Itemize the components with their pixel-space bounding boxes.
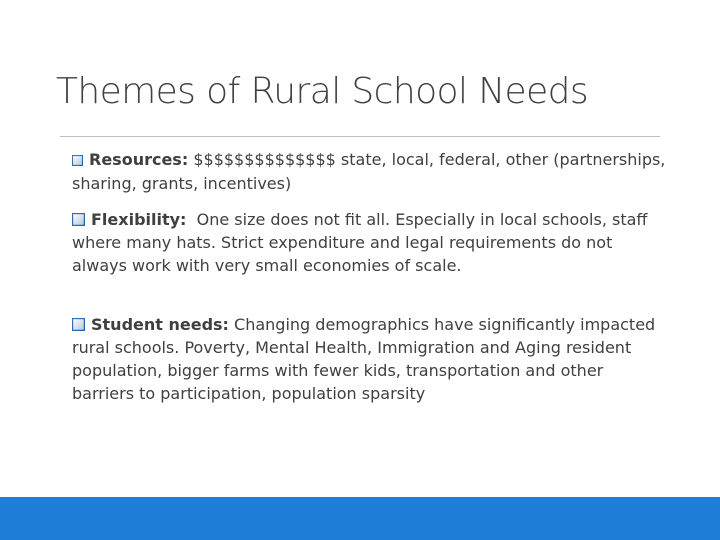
bullet-resources xyxy=(66,148,666,196)
bullet-flexibility-body: One size does not fit all. Especially in local schools, staff where many hats. Strict expenditure and legal requirements do not always work with very small economies of scale. xyxy=(72,210,648,275)
checkbox-icon xyxy=(72,213,85,226)
bullet-student-needs-text xyxy=(66,313,666,405)
footer-bar xyxy=(0,497,720,540)
bullet-resources-label: Resources: xyxy=(89,150,189,169)
title-divider xyxy=(60,136,660,137)
bullet-flexibility xyxy=(66,208,666,277)
bullet-resources-body: $$$$$$$$$$$$$$ state, local, federal, other (partnerships, sharing, grants, incentives) xyxy=(72,150,666,193)
bullet-flexibility-text xyxy=(66,208,666,277)
checkbox-icon xyxy=(72,318,85,331)
slide-title: Themes of Rural School Needs xyxy=(56,71,589,112)
bullet-student-needs xyxy=(66,313,666,405)
bullet-flexibility-label: Flexibility: xyxy=(91,210,187,229)
bullet-student-needs-body: Changing demographics have significantly impacted rural schools. Poverty, Mental Health, Immigration and Aging resident population, bigger farms with fewer kids, transportation and other barriers to participation, population sparsity xyxy=(72,315,656,403)
bullet-resources-text xyxy=(66,148,666,196)
bullet-student-needs-label: Student needs: xyxy=(91,315,229,334)
checkbox-icon xyxy=(72,155,83,166)
